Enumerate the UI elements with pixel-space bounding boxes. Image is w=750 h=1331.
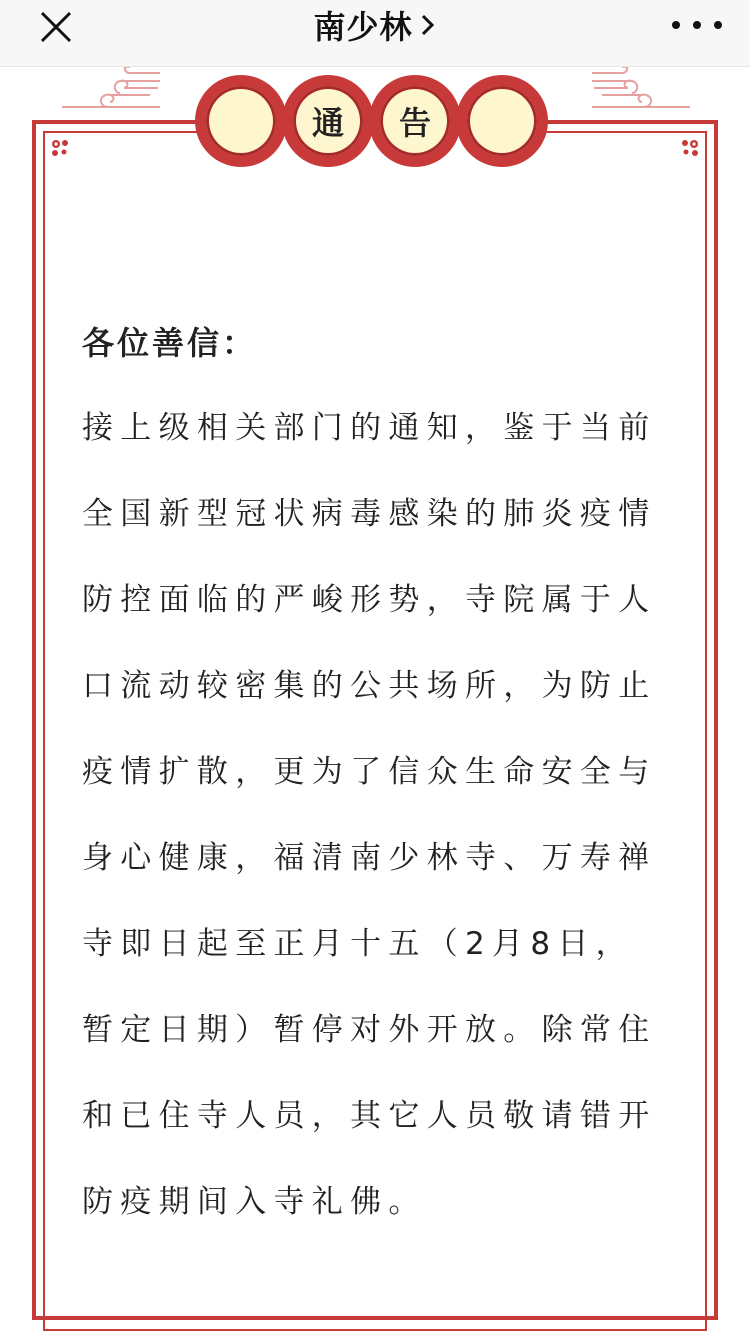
corner-ornament-icon — [49, 137, 73, 161]
title-badge-char: 告 — [380, 86, 450, 156]
title-badge — [456, 75, 548, 167]
notice-title-banner — [195, 75, 547, 167]
top-nav-bar — [0, 0, 750, 67]
cloud-ornament-icon — [588, 67, 692, 113]
notice-paragraph: 接上级相关部门的通知，鉴于当前全国新型冠状病毒感染的肺炎疫情防控面临的严峻形势，寺院属于人口流动较密集的公共场所，为防止疫情扩散，更为了信众生命安全与身心健康，福清南少林寺、万寿禅寺即日起至正月十五（2月8日，暂定日期）暂停对外开放。除常住和已住寺人员，其它人员敬请错开防疫期间入寺礼佛。 — [82, 410, 657, 1220]
more-icon-dot — [693, 21, 701, 29]
more-icon-dot — [714, 21, 722, 29]
notice-page — [0, 67, 750, 1273]
page-title: 南少林 — [313, 8, 413, 46]
title-badge — [369, 75, 461, 167]
notice-body — [82, 323, 672, 1245]
cloud-ornament-icon — [60, 67, 164, 113]
title-badge — [282, 75, 374, 167]
more-icon-dot — [672, 21, 680, 29]
title-badge — [195, 75, 287, 167]
title-badge-char: 通 — [293, 86, 363, 156]
notice-greeting: 各位善信： — [82, 324, 258, 362]
more-options-button[interactable] — [672, 10, 722, 40]
title-badge-char — [467, 86, 537, 156]
corner-ornament-icon — [677, 137, 701, 161]
chevron-right-icon — [419, 11, 437, 39]
page-title-link[interactable] — [0, 0, 750, 50]
title-badge-char — [206, 86, 276, 156]
